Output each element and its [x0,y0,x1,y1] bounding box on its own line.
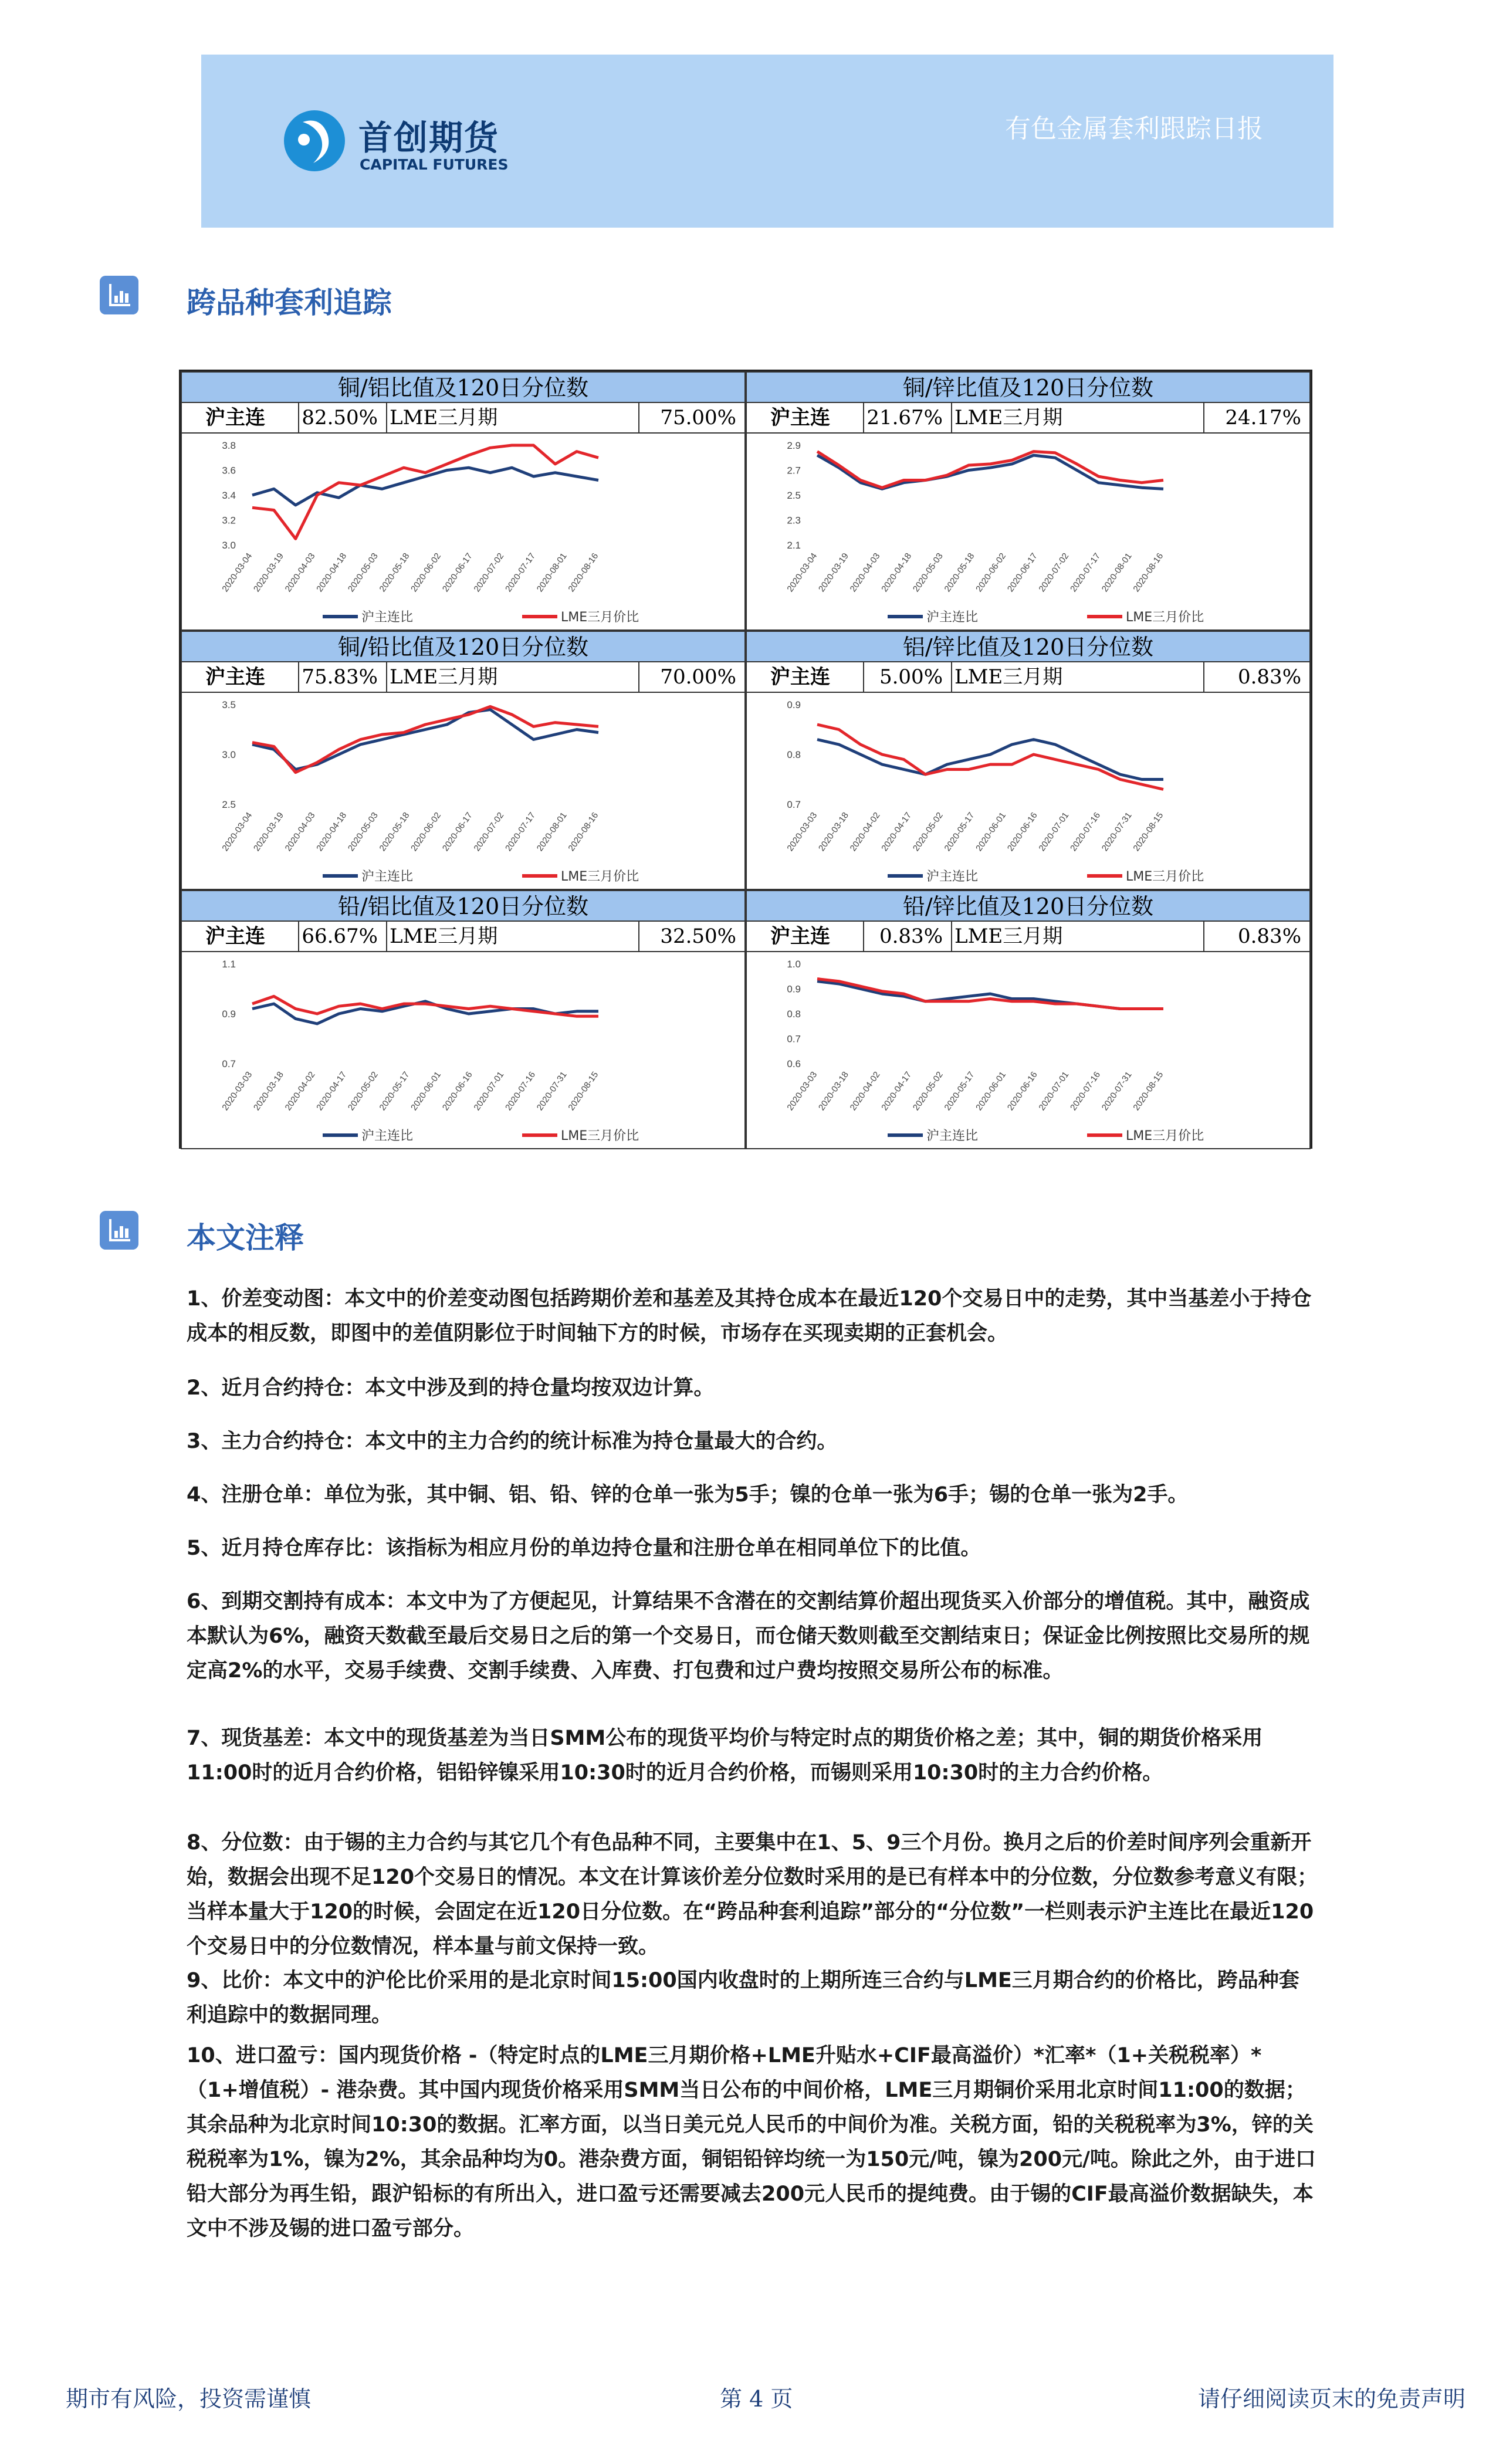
y-tick-label: 2.9 [787,440,801,451]
x-tick-label: 2020-04-03 [848,551,882,594]
domestic-percentile: 82.50% [299,403,387,432]
ratio-line-chart [182,952,744,1148]
x-tick-label: 2020-07-17 [1068,551,1103,594]
ratio-line-chart [182,434,744,629]
x-tick-label: 2020-03-18 [816,810,851,854]
y-tick-label: 0.7 [222,1058,236,1069]
domestic-label: 沪主连 [747,403,864,432]
note-9: 9、比价：本文中的沪伦比价采用的是北京时间15:00国内收盘时的上期所连三合约与LME三月期合约的价格比，跨品种套利追踪中的数据同理。 [187,1969,1299,2027]
x-tick-label: 2020-04-17 [879,810,914,854]
x-tick-label: 2020-05-02 [911,1069,945,1113]
legend-label: LME三月价比 [561,610,639,625]
x-tick-label: 2020-03-03 [785,810,820,854]
note-6: 6、到期交割持有成本：本文中为了方便起见，计算结果不含潜在的交割结算价超出现货买入价部分的增值税。其中，融资成本默认为6%，融资天数截至最后交易日之后的第一个交易日，而仓储天数则截至交割结束日；保证金比例按照比交易所的规定高2%的水平，交易手续费、交割手续费、入库费、打包费和过户费均按照交易所公布的标准。 [187,1590,1310,1683]
x-tick-label: 2020-06-17 [440,810,475,854]
legend-label: 沪主连比 [926,610,979,625]
legend-label: LME三月价比 [1126,610,1204,625]
lme-percentile: 0.83% [1237,925,1301,948]
lme-percentile: 24.17% [1225,406,1301,429]
domestic-label: 沪主连 [182,662,299,692]
x-tick-label: 2020-05-02 [346,1069,380,1113]
legend-label: 沪主连比 [361,1129,414,1143]
y-tick-label: 2.5 [787,490,801,501]
panel-title: 铜/锌比值及120日分位数 [747,373,1309,403]
logo-mark-icon [279,104,350,175]
legend-label: LME三月价比 [561,1129,639,1143]
x-tick-label: 2020-03-04 [220,551,255,594]
section-title: 跨品种套利追踪 [187,286,392,320]
x-tick-label: 2020-05-17 [942,1069,977,1113]
legend-label: 沪主连比 [361,869,414,884]
panel-title: 铜/铝比值及120日分位数 [182,373,744,403]
x-tick-label: 2020-06-02 [409,810,444,854]
x-tick-label: 2020-06-17 [440,551,475,594]
panel-cu-pb [181,631,746,890]
company-name-cn: 首创期货 [358,118,500,158]
note-2: 2、近月合约持仓：本文中涉及到的持仓量均按双边计算。 [187,1376,715,1400]
x-tick-label: 2020-07-02 [1037,551,1071,594]
domestic-percentile: 66.67% [299,922,387,951]
y-tick-label: 3.6 [222,465,236,476]
y-tick-label: 0.7 [787,799,801,810]
series-line-domestic [817,981,1163,1009]
panel-title: 铜/铅比值及120日分位数 [182,632,744,662]
x-tick-label: 2020-05-18 [942,551,977,594]
x-tick-label: 2020-05-17 [377,1069,412,1113]
y-tick-label: 0.7 [787,1033,801,1045]
x-tick-label: 2020-06-16 [1005,810,1040,854]
lme-label: LME三月期 [390,925,498,948]
series-line-lme [817,452,1163,488]
x-tick-label: 2020-08-01 [1099,551,1134,594]
domestic-percentile: 75.83% [299,662,387,692]
legend-label: 沪主连比 [926,869,979,884]
x-tick-label: 2020-03-19 [816,551,851,594]
x-tick-label: 2020-07-16 [1068,1069,1103,1113]
x-tick-label: 2020-07-01 [1037,1069,1071,1113]
section-title: 本文注释 [187,1221,304,1255]
x-tick-label: 2020-04-18 [314,551,349,594]
x-tick-label: 2020-07-01 [1037,810,1071,854]
percentile-row [747,403,1309,434]
lme-label: LME三月期 [955,925,1063,948]
company-name-en: CAPITAL FUTURES [360,156,509,173]
y-tick-label: 2.7 [787,465,801,476]
lme-label: LME三月期 [390,406,498,429]
lme-percentile: 70.00% [660,665,736,689]
y-tick-label: 2.3 [787,515,801,526]
note-8: 8、分位数：由于锡的主力合约与其它几个有色品种不同，主要集中在1、5、9三个月份。换月之后的价差时间序列会重新开始，数据会出现不足120个交易日的情况。本文在计算该价差分位数时采用的是已有样本中的分位数，分位数参考意义有限；当样本量大于120的时候，会固定在近120日分位数。在“跨品种套利追踪”部分的“分位数”一栏则表示沪主连比在最近120个交易日中的分位数情况，样本量与前文保持一致。 [187,1831,1318,1958]
company-logo [279,104,509,187]
lme-label: LME三月期 [390,665,498,689]
y-tick-label: 0.9 [787,983,801,995]
x-tick-label: 2020-05-03 [346,810,380,854]
percentile-row [747,662,1309,693]
x-tick-label: 2020-07-02 [472,810,506,854]
ratio-line-chart [747,952,1309,1148]
percentile-row [182,922,744,952]
x-tick-label: 2020-08-01 [534,551,569,594]
y-tick-label: 1.0 [787,959,801,970]
panel-pb-zn [746,890,1311,1149]
ratio-line-chart [747,693,1309,889]
x-tick-label: 2020-08-16 [1131,551,1166,594]
domestic-percentile: 21.67% [864,403,952,432]
panel-title: 铅/锌比值及120日分位数 [747,891,1309,922]
x-tick-label: 2020-06-17 [1005,551,1040,594]
cell-spacer [499,922,639,951]
x-tick-label: 2020-03-18 [251,1069,286,1113]
y-tick-label: 2.5 [222,799,236,810]
legend-label: 沪主连比 [361,610,414,625]
x-tick-label: 2020-03-18 [816,1069,851,1113]
lme-percentile: 0.83% [1237,665,1301,689]
legend-label: LME三月价比 [1126,869,1204,884]
cell-spacer [499,403,639,432]
x-tick-label: 2020-03-03 [220,1069,255,1113]
domestic-percentile: 5.00% [864,662,952,692]
series-line-domestic [252,710,598,770]
series-line-lme [252,445,598,539]
domestic-label: 沪主连 [747,922,864,951]
x-tick-label: 2020-04-03 [283,551,317,594]
x-tick-label: 2020-07-31 [1099,810,1134,854]
domestic-label: 沪主连 [182,922,299,951]
lme-percentile: 32.50% [660,925,736,948]
cell-spacer [1064,922,1204,951]
x-tick-label: 2020-08-15 [1131,810,1166,854]
y-tick-label: 0.6 [787,1058,801,1069]
domestic-label: 沪主连 [182,403,299,432]
x-tick-label: 2020-05-03 [346,551,380,594]
x-tick-label: 2020-07-02 [472,551,506,594]
x-tick-label: 2020-06-01 [409,1069,444,1113]
x-tick-label: 2020-06-02 [409,551,444,594]
panel-title: 铝/锌比值及120日分位数 [747,632,1309,662]
lme-label: LME三月期 [955,665,1063,689]
legend-label: LME三月价比 [561,869,639,884]
ratio-chart-grid [179,370,1312,1149]
y-tick-label: 3.0 [222,749,236,760]
panel-cu-al [181,371,746,631]
note-1: 1、价差变动图：本文中的价差变动图包括跨期价差和基差及其持仓成本在最近120个交易日中的走势，其中当基差小于持仓成本的相反数，即图中的差值阴影位于时间轴下方的时候，市场存在买现卖期的正套机会。 [187,1287,1312,1345]
report-header [201,55,1333,228]
x-tick-label: 2020-07-31 [1099,1069,1134,1113]
ratio-line-chart [182,693,744,889]
y-tick-label: 3.0 [222,540,236,551]
x-tick-label: 2020-05-03 [911,551,945,594]
x-tick-label: 2020-08-01 [534,810,569,854]
x-tick-label: 2020-07-17 [503,810,538,854]
panel-pb-al [181,890,746,1149]
x-tick-label: 2020-04-18 [314,810,349,854]
x-tick-label: 2020-04-17 [314,1069,349,1113]
x-tick-label: 2020-04-03 [283,810,317,854]
series-line-lme [252,706,598,772]
x-tick-label: 2020-04-02 [283,1069,317,1113]
y-tick-label: 3.2 [222,515,236,526]
note-5: 5、近月持仓库存比：该指标为相应月份的单边持仓量和注册仓单在相同单位下的比值。 [187,1536,981,1560]
x-tick-label: 2020-03-04 [785,551,820,594]
x-tick-label: 2020-05-18 [377,551,412,594]
note-10: 10、进口盈亏：国内现货价格 -（特定时点的LME三月期价格+LME升贴水+CIF最高溢价）*汇率*（1+关税税率）*（1+增值税）- 港杂费。其中国内现货价格采用SMM当日公布的中间价格，LME三月期铜价采用北京时间11:00的数据；其余品种为北京时间10:30的数据。汇率方面，以当日美元兑人民币的中间价为准。关税方面，铅的关税税率为3%，锌的关税税率为1%，镍为2%，其余品种均为0。港杂费方面，铜铝铅锌均统一为150元/吨，镍为200元/吨。除此之外，由于进口铅大部分为再生铅，跟沪铅标的有所出入，进口盈亏还需要减去200元人民币的提纯费。由于锡的CIF最高溢价数据缺失，本文中不涉及锡的进口盈亏部分。 [187,2044,1316,2240]
bar-chart-icon [100,276,138,314]
x-tick-label: 2020-03-19 [251,810,286,854]
lme-percentile: 75.00% [660,406,736,429]
y-tick-label: 3.8 [222,440,236,451]
x-tick-label: 2020-06-16 [1005,1069,1040,1113]
series-line-domestic [817,740,1163,780]
y-tick-label: 1.1 [222,959,236,970]
report-title: 有色金属套利跟踪日报 [1005,114,1263,144]
y-tick-label: 0.9 [222,1008,236,1020]
y-tick-label: 3.4 [222,490,236,501]
cell-spacer [1064,662,1204,692]
x-tick-label: 2020-04-02 [848,810,882,854]
x-tick-label: 2020-08-16 [566,810,601,854]
y-tick-label: 0.9 [787,699,801,710]
series-line-lme [252,996,598,1016]
x-tick-label: 2020-07-16 [503,1069,538,1113]
domestic-percentile: 0.83% [864,922,952,951]
legend-label: LME三月价比 [1126,1129,1204,1143]
note-4: 4、注册仓单：单位为张，其中铜、铝、铅、锌的仓单一张为5手；镍的仓单一张为6手；锡的仓单一张为2手。 [187,1483,1189,1507]
percentile-row [182,662,744,693]
y-tick-label: 3.5 [222,699,236,710]
x-tick-label: 2020-06-01 [974,1069,1008,1113]
x-tick-label: 2020-07-01 [472,1069,506,1113]
x-tick-label: 2020-07-17 [503,551,538,594]
cell-spacer [1064,403,1204,432]
panel-cu-zn [746,371,1311,631]
x-tick-label: 2020-08-15 [566,1069,601,1113]
y-tick-label: 0.8 [787,749,801,760]
legend-label: 沪主连比 [926,1129,979,1143]
x-tick-label: 2020-07-16 [1068,810,1103,854]
note-3: 3、主力合约持仓：本文中的主力合约的统计标准为持仓量最大的合约。 [187,1430,838,1453]
percentile-row [182,403,744,434]
x-tick-label: 2020-04-18 [879,551,914,594]
x-tick-label: 2020-08-15 [1131,1069,1166,1113]
x-tick-label: 2020-06-01 [974,810,1008,854]
panel-al-zn [746,631,1311,890]
x-tick-label: 2020-08-16 [566,551,601,594]
x-tick-label: 2020-05-18 [377,810,412,854]
x-tick-label: 2020-06-16 [440,1069,475,1113]
x-tick-label: 2020-04-02 [848,1069,882,1113]
note-7: 7、现货基差：本文中的现货基差为当日SMM公布的现货平均价与特定时点的期货价格之差；其中，铜的期货价格采用11:00时的近月合约价格，铝铅锌镍采用10:30时的近月合约价格，而锡则采用10:30时的主力合约价格。 [187,1727,1263,1785]
y-tick-label: 2.1 [787,540,801,551]
x-tick-label: 2020-03-19 [251,551,286,594]
x-tick-label: 2020-05-17 [942,810,977,854]
x-tick-label: 2020-07-31 [534,1069,569,1113]
footer-risk-warning: 期市有风险，投资需谨慎 [66,2386,312,2412]
x-tick-label: 2020-06-02 [974,551,1008,594]
lme-label: LME三月期 [955,406,1063,429]
x-tick-label: 2020-03-04 [220,810,255,854]
x-tick-label: 2020-04-17 [879,1069,914,1113]
cell-spacer [499,662,639,692]
y-tick-label: 0.8 [787,1008,801,1020]
footer-disclaimer-note: 请仔细阅读页末的免责声明 [1197,2386,1465,2412]
percentile-row [747,922,1309,952]
footer-page-number: 第 4 页 [720,2386,793,2412]
x-tick-label: 2020-03-03 [785,1069,820,1113]
x-tick-label: 2020-05-02 [911,810,945,854]
bar-chart-icon [100,1211,138,1250]
ratio-line-chart [747,434,1309,629]
panel-title: 铅/铝比值及120日分位数 [182,891,744,922]
domestic-label: 沪主连 [747,662,864,692]
